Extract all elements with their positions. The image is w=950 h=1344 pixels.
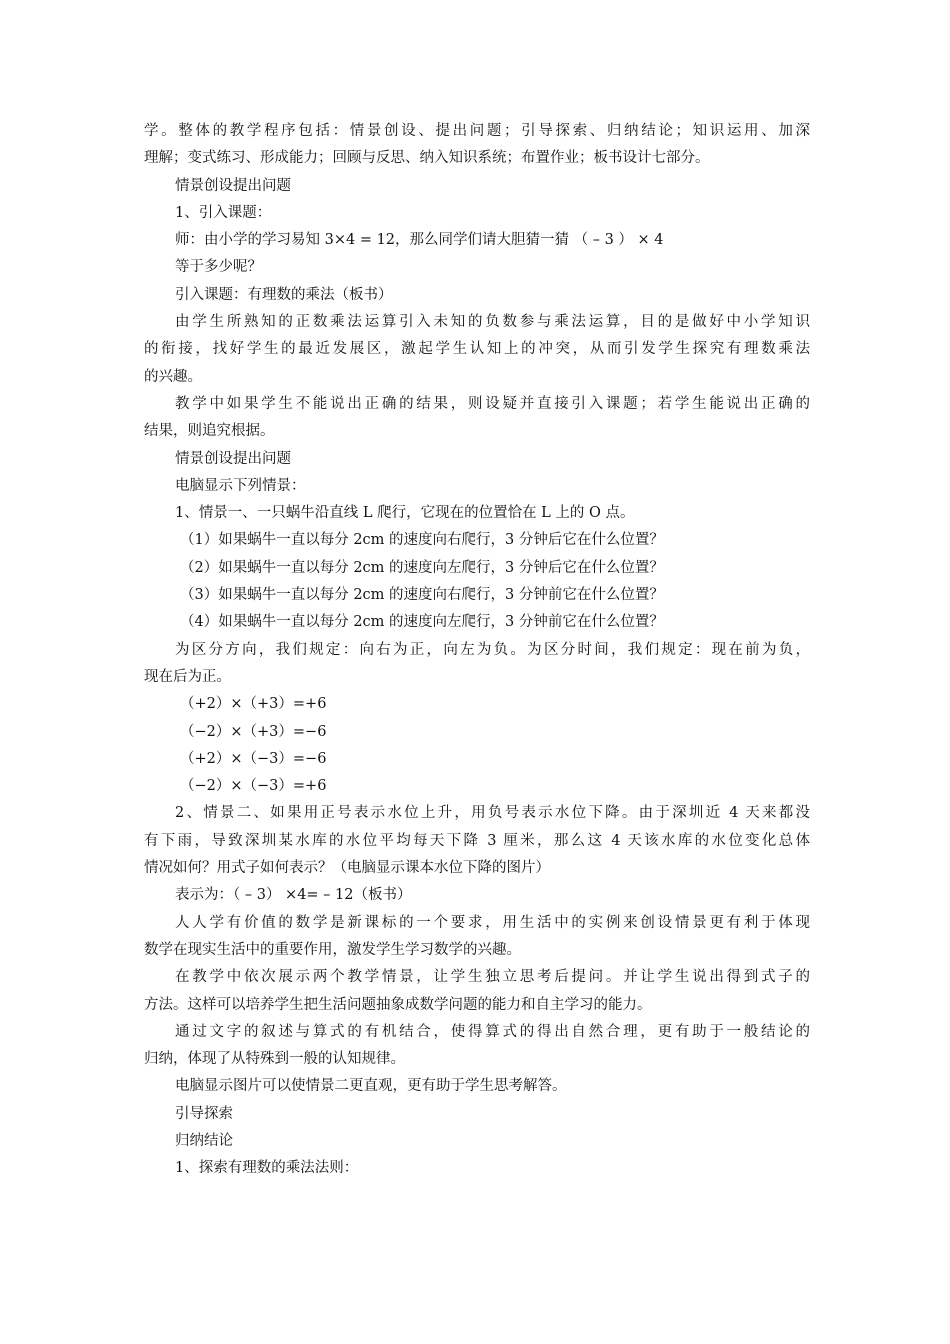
text-line: 教学中如果学生不能说出正确的结果，则设疑并直接引入课题；若学生能说出正确的 [175, 395, 810, 412]
text-line: （−2）×（−3）=+6 [180, 778, 327, 795]
text-line: 为区分方向，我们规定：向右为正，向左为负。为区分时间，我们规定：现在前为负， [175, 641, 810, 658]
text-line: 现在后为正。 [144, 668, 231, 685]
text-line: 数学在现实生活中的重要作用，激发学生学习数学的兴趣。 [144, 941, 521, 958]
text-line: 人人学有价值的数学是新课标的一个要求，用生活中的实例来创设情景更有利于体现 [175, 914, 810, 931]
text-line: （4）如果蜗牛一直以每分 2cm 的速度向左爬行，3 分钟前它在什么位置？ [180, 614, 664, 631]
text-line: 有下雨，导致深圳某水库的水位平均每天下降 3 厘米，那么这 4 天该水库的水位变化总体 [144, 832, 810, 849]
text-line: （+2）×（−3）=−6 [180, 750, 327, 767]
text-line: 通过文字的叙述与算式的有机结合，使得算式的得出自然合理，更有助于一般结论的 [175, 1023, 810, 1040]
text-line: 等于多少呢？ [175, 259, 262, 276]
text-line: （3）如果蜗牛一直以每分 2cm 的速度向右爬行，3 分钟前它在什么位置？ [180, 587, 664, 604]
text-line: 引入课题：有理数的乘法（板书） [175, 286, 393, 303]
text-line: 1、情景一、一只蜗牛沿直线 L 爬行，它现在的位置恰在 L 上的 O 点。 [175, 505, 635, 522]
text-line: 归纳，体现了从特殊到一般的认知规律。 [144, 1051, 405, 1068]
text-line: （−2）×（+3）=−6 [180, 723, 327, 740]
text-line: 引导探索 [175, 1105, 233, 1122]
text-line: 1、引入课题： [175, 204, 272, 221]
text-line: 结果，则追究根据。 [144, 423, 275, 440]
text-line: 表示为：（ – 3） ×4= – 12（板书） [175, 887, 412, 904]
text-line: 的兴趣。 [144, 368, 202, 385]
text-line: 由学生所熟知的正数乘法运算引入未知的负数参与乘法运算，目的是做好中小学知识 [175, 314, 810, 331]
text-line: 归纳结论 [175, 1132, 233, 1149]
text-line: 电脑显示下列情景： [175, 477, 306, 494]
text-line: 电脑显示图片可以使情景二更直观，更有助于学生思考解答。 [175, 1078, 567, 1095]
document-page [144, 118, 810, 1183]
text-line: （2）如果蜗牛一直以每分 2cm 的速度向左爬行，3 分钟后它在什么位置？ [180, 559, 664, 576]
text-line: 在教学中依次展示两个教学情景，让学生独立思考后提问。并让学生说出得到式子的 [175, 969, 810, 986]
text-line: 理解；变式练习、形成能力；回顾与反思、纳入知识系统；布置作业；板书设计七部分。 [144, 150, 710, 167]
text-line: 2、情景二、如果用正号表示水位上升，用负号表示水位下降。由于深圳近 4 天来都没 [175, 805, 810, 822]
text-line: 的衔接，找好学生的最近发展区，激起学生认知上的冲突，从而引发学生探究有理数乘法 [144, 341, 810, 358]
text-line: 方法。这样可以培养学生把生活问题抽象成数学问题的能力和自主学习的能力。 [144, 996, 652, 1013]
text-line: 情景创设提出问题 [175, 177, 291, 194]
text-line: 师：由小学的学习易知 3×4 = 12，那么同学们请大胆猜一猜 （ – 3 ） × 4 [175, 232, 664, 249]
text-line: （1）如果蜗牛一直以每分 2cm 的速度向右爬行，3 分钟后它在什么位置？ [180, 532, 664, 549]
text-line: 情景创设提出问题 [175, 450, 291, 467]
text-line: （+2）×（+3）=+6 [180, 696, 327, 713]
text-line: 1、探索有理数的乘法法则： [175, 1160, 359, 1177]
text-line: 情况如何？用式子如何表示？（电脑显示课本水位下降的图片） [144, 860, 550, 877]
text-line: 学。整体的教学程序包括：情景创设、提出问题；引导探索、归纳结论；知识运用、加深 [144, 123, 810, 139]
